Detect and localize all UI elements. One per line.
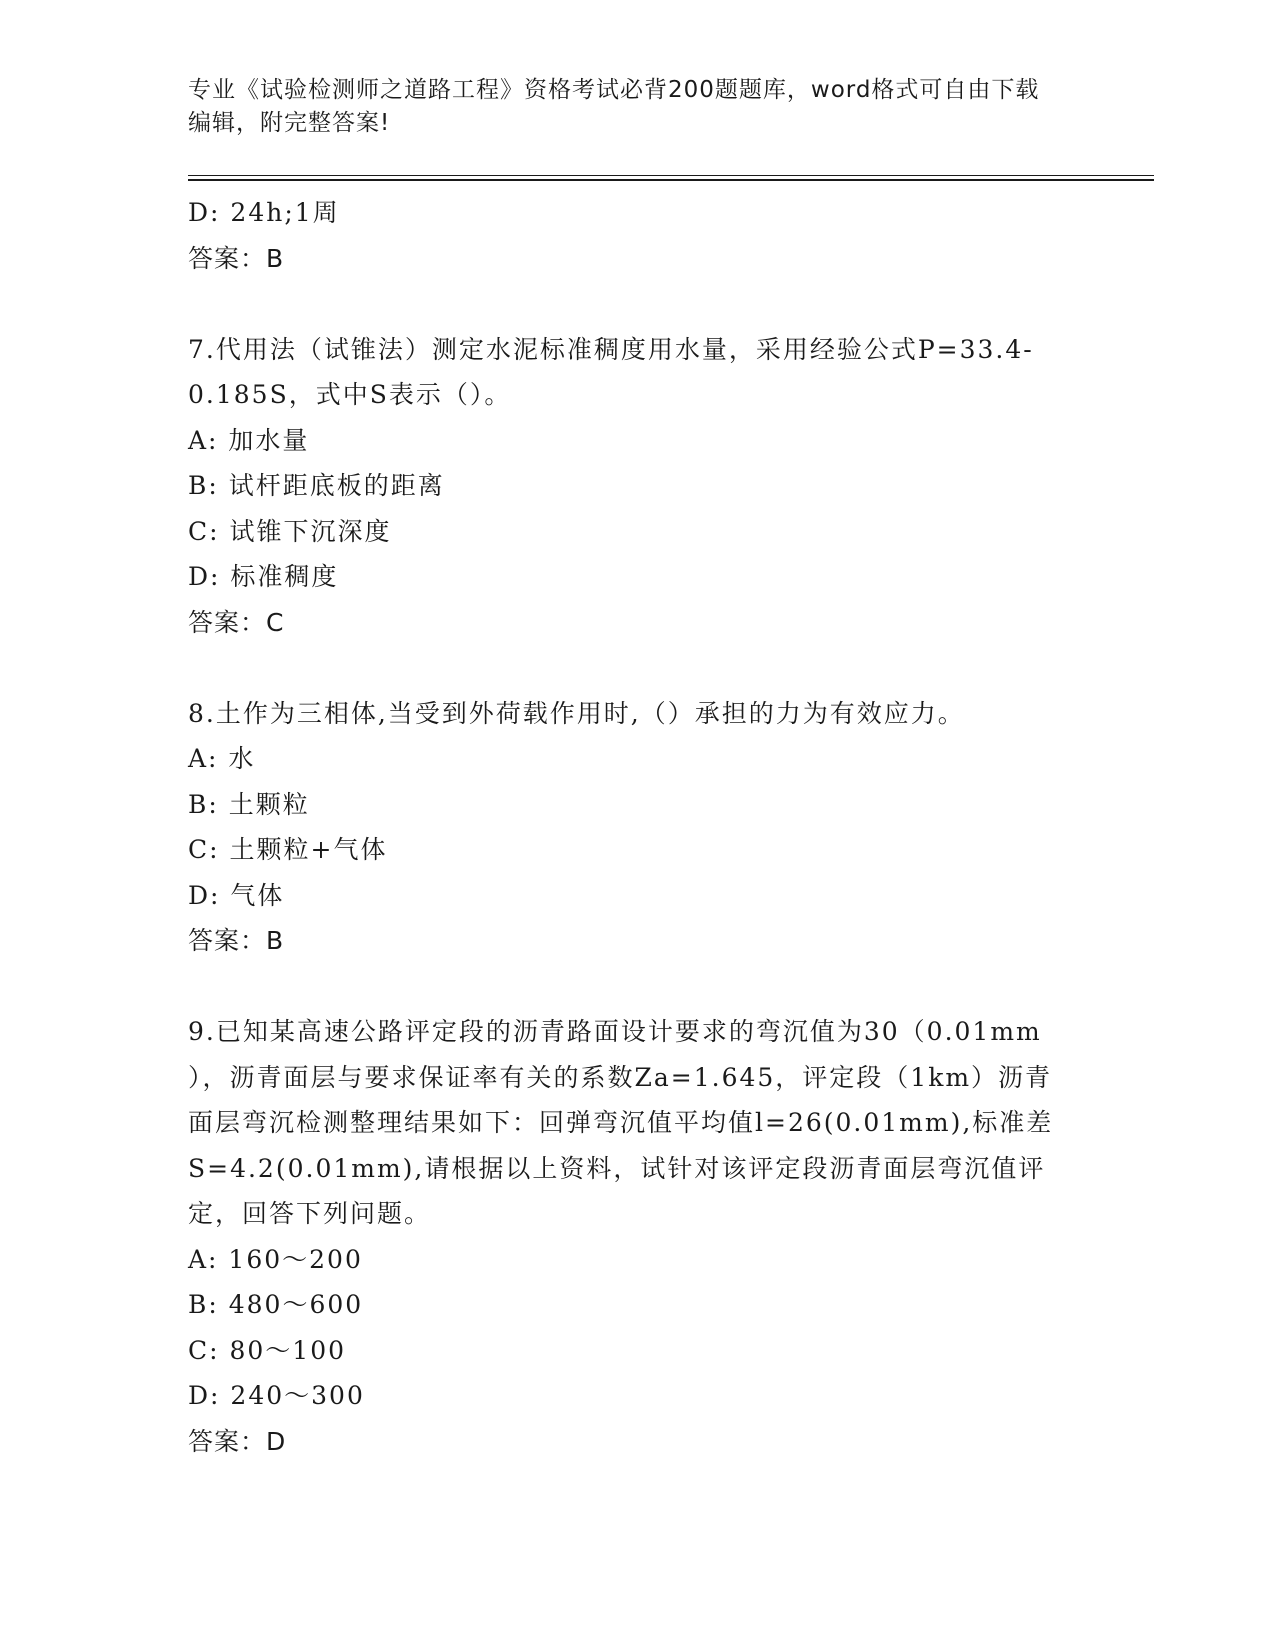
spacer (188, 964, 1088, 1010)
option-d: D: 气体 (188, 880, 285, 910)
question-7 (188, 327, 1088, 646)
document-header (188, 74, 1088, 140)
option-d: D: 24h;1周 (188, 198, 340, 227)
header-title-line-2: 编辑，附完整答案! (188, 110, 391, 136)
question-stem-line: ），沥青面层与要求保证率有关的系数Za=1.645，评定段（1km）沥青 (188, 1062, 1053, 1092)
question-stem-line: 8.土作为三相体,当受到外荷载作用时,（）承担的力为有效应力。 (188, 698, 965, 728)
option-d: D: 标准稠度 (188, 562, 339, 591)
question-stem-line: S=4.2(0.01mm),请根据以上资料，试针对该评定段沥青面层弯沉值评 (188, 1153, 1046, 1183)
header-title-line-1: 专业《试验检测师之道路工程》资格考试必背200题题库，word格式可自由下载 (188, 77, 1040, 103)
spacer (188, 645, 1088, 691)
question-stem-line: 定，回答下列问题。 (188, 1199, 432, 1228)
question-stem-line: 0.185S，式中S表示（）。 (188, 380, 512, 409)
option-b: B: 480～600 (188, 1290, 364, 1319)
option-c: C: 试锥下沉深度 (188, 516, 392, 546)
option-b: B: 试杆距底板的距离 (188, 471, 445, 500)
answer-line: 答案：D (188, 1426, 287, 1456)
option-c: C: 80～100 (188, 1335, 347, 1365)
question-stem-line: 9.已知某高速公路评定段的沥青路面设计要求的弯沉值为30（0.01mm (188, 1017, 1042, 1046)
answer-line: 答案：B (188, 926, 285, 955)
header-divider-thin (188, 175, 1154, 176)
answer-line: 答案：C (188, 607, 285, 637)
question-8 (188, 691, 1088, 964)
option-c: C: 土颗粒+气体 (188, 835, 388, 864)
option-a: A: 水 (188, 744, 256, 773)
option-a: A: 加水量 (188, 425, 310, 455)
previous-question-tail (188, 190, 1088, 281)
option-a: A: 160～200 (188, 1244, 363, 1274)
option-b: B: 土颗粒 (188, 789, 310, 819)
question-9 (188, 1009, 1088, 1464)
question-stem-line: 7.代用法（试锥法）测定水泥标准稠度用水量，采用经验公式P=33.4- (188, 334, 1034, 364)
question-stem-line: 面层弯沉检测整理结果如下：回弹弯沉值平均值l=26(0.01mm),标准差 (188, 1108, 1054, 1137)
option-d: D: 240～300 (188, 1381, 365, 1410)
header-divider-thick (188, 179, 1154, 181)
document-body (188, 190, 1088, 1464)
answer-line: 答案：B (188, 243, 285, 273)
spacer (188, 281, 1088, 327)
